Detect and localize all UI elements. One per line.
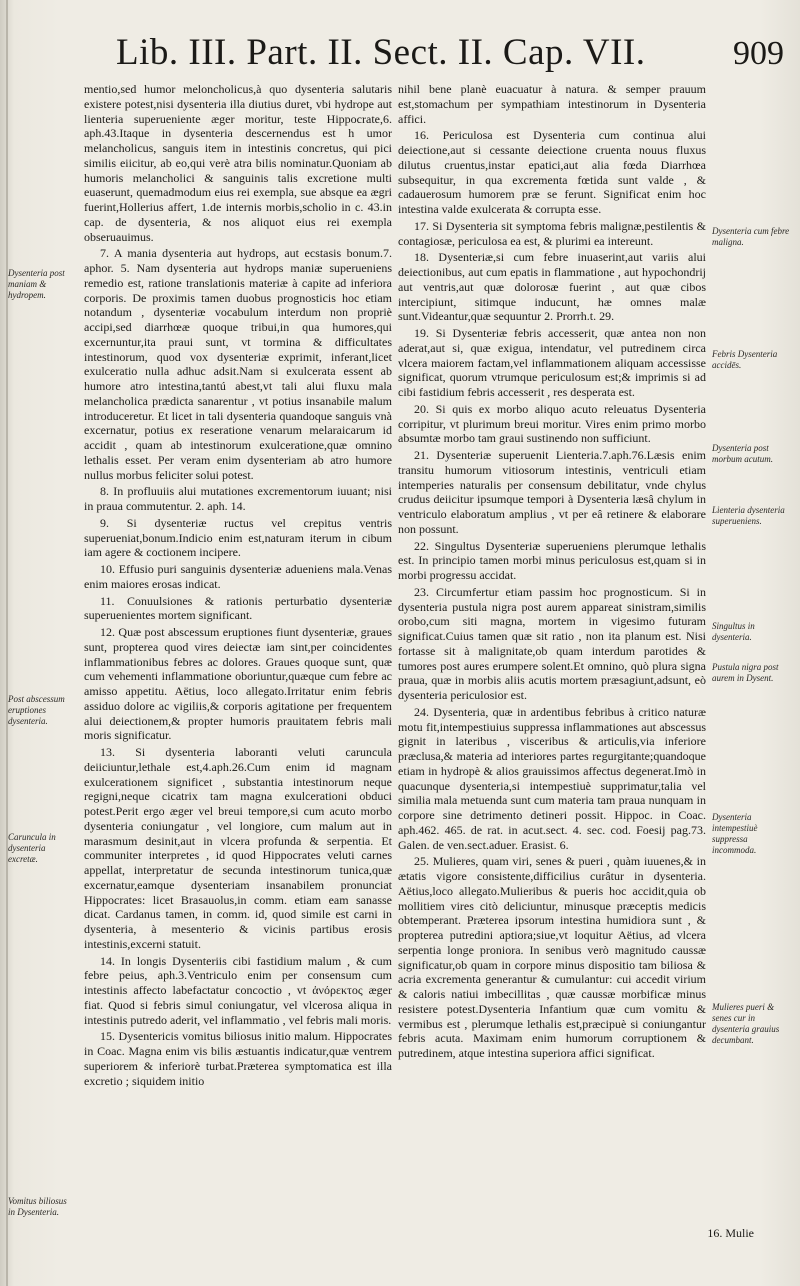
paragraph: 19. Si Dysenteriæ febris accesserit, quæ antea non non aderat,aut si, quæ exigua, intendatur, vel putredinem circa vlcera maiorem factam,vel inflammationem aliquam accessisse significat, quorum vtrumque periculosum est;& imprimis si ad cibi fastidium febris accesserit , res desperata est.	[398, 326, 706, 399]
binding-gutter	[6, 0, 8, 1286]
paragraph: 18. Dysenteriæ,si cum febre inuaserint,aut variis alui deiectionibus, aut cum epatis in flammatione , aut hypochondrij aut ventris,aut quæ dolorosæ fuerint , aut quæ cibos intercipiunt, sitimque inducunt, hæ omnes malæ sunt.Videantur,quæ sequuntur 2. Prorrh.t. 29.	[398, 250, 706, 324]
margin-note: Dysenteria post morbum acutum.	[712, 443, 773, 464]
paragraph: 21. Dysenteriæ superuenit Lienteria.7.aph.76.Læsis enim transitu humorum vitiosorum intestinis, ventriculi etiam intemperies naturalis per consensum debilitatur, vnde chylus crudus deiicitur ipsumque tempori à Dysenteria læsâ chylum in ventriculo elaboratum amplius , vt per eâ retinere & elaborare non possunt.	[398, 448, 706, 536]
margin-note: Dysenteria post maniam & hydropem.	[8, 268, 65, 300]
margin-note: Dysenteria cum febre maligna.	[712, 226, 790, 247]
page-number: 909	[733, 35, 784, 72]
paragraph: 25. Mulieres, quam viri, senes & pueri , quàm iuuenes,& in ætatis vigore consistente,difficilius curâtur in dysenteria. Aëtius,loco allegato.Mulieribus & pueris hoc accidit,quia ob mollitiem vires citò deliciuntur, minusque præceptis medicis obtemperant. Præterea ipsorum intestina humidiora sunt , & propterea putredini aptiora;siue,vt loquitur Aëtius, ad vlcera serpentia longe proniora. In senibus verò magnitudo caussæ significatur,ob quam in corpore minus dispositio tam biliosa & acria excrementa generantur & cumulantur: cui accedit virium & caloris natiui imbecillitas , quæ caussæ morbificæ minus resistere potest.Dysenteria Infantium quæ cum vomitu & vermibus est , plerumque lethalis est,præcipuè si coniungantur febris acuta. Maximam enim humorum corruptionem & putredinem, atque intestina superiora affici significat.	[398, 854, 706, 1060]
paragraph: 9. Si dysenteriæ ructus vel crepitus ventris superueniat,bonum.Indicio enim est,naturam iterum in cibum iam agere & coctionem incipere.	[84, 515, 392, 560]
margin-note: Dysenteria intempestiuè suppressa incommoda.	[712, 812, 758, 855]
paragraph: 8. In profluuiis alui mutationes excrementorum iuuant; nisi in praua commutentur. 2. aph. 14.	[84, 484, 392, 513]
right-text-column	[398, 82, 706, 1063]
paragraph: 16. Periculosa est Dysenteria cum continua alui deiectione,aut si cessante deiectione cruenta nouus fluxus dilutus cruentus,instar epatici,aut alia fœda Diarrhœa subsequitur, in qua excrementa fœtida sunt valde , & cadauerosum humorem præ se ferunt. Significat enim hoc intestina valde exulcerata & corrupta esse.	[398, 128, 706, 216]
paragraph: 20. Si quis ex morbo aliquo acuto releuatus Dysenteria corripitur, vt plurimum breui moritur. Vires enim primo morbo absumtæ morbo tam graui sustinendo non sufficiunt.	[398, 401, 706, 446]
paragraph: 17. Si Dysenteria sit symptoma febris malignæ,pestilentis & contagiosæ, periculosa ea est, & plurimi ea intereunt.	[398, 218, 706, 248]
left-text-column	[84, 82, 392, 1090]
paragraph: 15. Dysentericis vomitus biliosus initio malum. Hippocrates in Coac. Magna enim vis bilis æstuantis indicatur,quæ ventrem superiorem & inferiorè turbat.Præterea symptomatica est illa excretio ; siquidem initio	[84, 1029, 392, 1088]
paragraph: 12. Quæ post abscessum eruptiones fiunt dysenteriæ, graues sunt, propterea quod vires deiectæ iam sint,per coincidentes inflammationibus febres ac dolores. Graues quoque sunt, quæ cum vehementi inflammatione oboriuntur,quæque cum febre ac amisso appetitu. Aëtius, loco allegato.Irritatur enim febris assiduo dolore ac vigiliis,& corporis agitatione per frequentem alui deiectionem,& propter humoris prauitatem febris mali moris significatur.	[84, 625, 392, 743]
margin-note: Caruncula in dysenteria excretæ.	[8, 832, 56, 864]
paragraph: 7. A mania dysenteria aut hydrops, aut ecstasis bonum.7. aphor. 5. Nam dysenteria aut hydrops maniæ superueniens remedio est, ratione translationis materiæ à capite ad inferiora corporis. De proximis tamen duobus prognosticis hoc etiam notandum , dysenteriæ vocabulum interdum non propriè accipi,sed diarrhœæ quoque tribui,in qua humores,qui excernuntur,ita praui sunt, vt tormina & difficultates intestinorum, quod vox dysenteriæ exprimit, inferant,licet exulceratio nulla adhuc adsit.Nam si exulcerata essent ab humore atro intestina,tantú abest,vt tali alui fluxu mala melancholica prædicta sanarentur , vt potius insanabile malum introduceretur. Et licet in tali dysenteria quandoque sanguis vnà excernatur, potius ex reseratione venarum melaraicarum id accidit , quam ab intestinorum exulceratione,quæ omnino lethalis esset. Per veram enim dysenteriam ab atro humore nullus morbus feliciter solui potest.	[84, 246, 392, 482]
paragraph: 11. Conuulsiones & rationis perturbatio dysenteriæ superuenientes mortem significant.	[84, 593, 392, 623]
paragraph: 13. Si dysenteria laboranti veluti caruncula deiiciuntur,lethale est,4.aph.26.Cum enim id magnam exulcerationem significet , substantia intestinorum neque regigni,neque cicatrix tam magna exulcerationi obduci potest.Perit ergo æger vel breui tempore,si cum acuto morbo dysenteria coniungatur , vel longiore, cum malum aut in marasmum desinit,aut in vlcera profunda & serpentia. Et communiter interpretes , id quod Hippocrates veluti carnes appellat, interpretatur de secunda intestinorum tunica,quæ excernatur,eamque dysenteriam insanabilem pronunciat Hippocrates: licet Brasauolus,in comm. etiam eam sanasse dicat. Cardanus tamen, in comm. id, quod simile est carni in dysenteria, à mesenterio & vicinis partibus erosis intestinis,excerni statuit.	[84, 745, 392, 951]
margin-note: Lienteria dysenteria superueniens.	[712, 505, 785, 526]
paragraph: 14. In longis Dysenteriis cibi fastidium malum , & cum febre peius, aph.3.Ventriculo enim per consensum cum intestinis affecto labefactatur concoctio , vt ἀνόρεκτος æger fiat. Quod si febris simul coniungatur, vel vlcerosa aliqua in intestinis putredo aderit, vel inflammatio , vel febris mali moris.	[84, 953, 392, 1027]
margin-note: Pustula nigra post aurem in Dysent.	[712, 662, 779, 683]
margin-note: Singultus in dysenteria.	[712, 621, 755, 642]
paragraph: 10. Effusio puri sanguinis dysenteriæ adueniens mala.Venas enim maiores erosas indicat.	[84, 562, 392, 591]
margin-note: Post abscessum eruptiones dysenteria.	[8, 694, 65, 726]
paragraph: nihil bene planè euacuatur à natura. & semper prauum est,stomachum per sympathiam intestinorum in Dysenteria affici.	[398, 82, 706, 126]
running-header	[0, 30, 800, 80]
chapter-heading: Lib. III. Part. II. Sect. II. Cap. VII.	[116, 32, 646, 73]
paragraph: mentio,sed humor meloncholicus,à quo dysenteria salutaris existere potest,nisi dysenteria illa diutius duret, vbi hydrope aut lienteria superueniente æger moritur, teste Hippocrate,6. aph.43.Itaque in dysenteria descernendus est h umor melancholicus, sanguis item in intestinis concretus, qui pici similis eiicitur, ab eo,qui verè atra bilis nominatur.Quoniam ab humoris melancholici & sanguinis talis excretione multi euaserunt, quemadmodum eius rei exempla, sue absque ea ægri fuerint,Hollerius affert, 1.de internis morbis,scholio in c. 43.in cap. de dysenteria, & nos aliquot eius rei exempla obseruauimus.	[84, 82, 392, 244]
paragraph: 23. Circumfertur etiam passim hoc prognosticum. Si in dysenteria pustula nigra post aurem appareat sinistram,similis orobo,cum siti magna, mortem in vigesimo futuram significat.Cuius tamen quæ sit ratio , non ita planum est. Nisi fortasse sit à malignitate,ob quam interdum parotides & tumores post aures erumpere solent.Et omnino, quò plura signa praua, quæ in morbis aliis acutis mortem præsagiunt,adsunt, eò dysenteria periculosior est.	[398, 584, 706, 702]
margin-note: Vomitus biliosus in Dysenteria.	[8, 1196, 67, 1217]
margin-note: Febris Dysenteria accidēs.	[712, 349, 778, 370]
paragraph: 22. Singultus Dysenteriæ superueniens plerumque lethalis est. In principio tamen morbi minus periculosus est,quam si in morbi progressu accidat.	[398, 538, 706, 582]
catchword: 16. Mulie	[707, 1226, 754, 1240]
paragraph: 24. Dysenteria, quæ in ardentibus febribus à critico naturæ motu fit,intempestiuius suppressa inflammationes aut abscessus gignit in lateribus , visceribus & articulis,via inferiore præclusa,& materia ad interiores partes regurgitante;quandoque etiam in hydropè & alios grauissimos affectus degenerat.Imò in quacunque dysenteria,si intempestiuè supprimatur,talia vel similia mala metuenda sunt cum materia tam praua nunquam in corpore sine detrimento detineri possit. Hippoc. in Coac. aph.462. 465. de rat. in acut.sect. 4. sec. cod. Foesij pag.73. Galen. de ven.sect.aduer. Erasist. 6.	[398, 704, 706, 852]
margin-note: Mulieres pueri & senes cur in dysenteria grauius decumbant.	[712, 1002, 780, 1045]
